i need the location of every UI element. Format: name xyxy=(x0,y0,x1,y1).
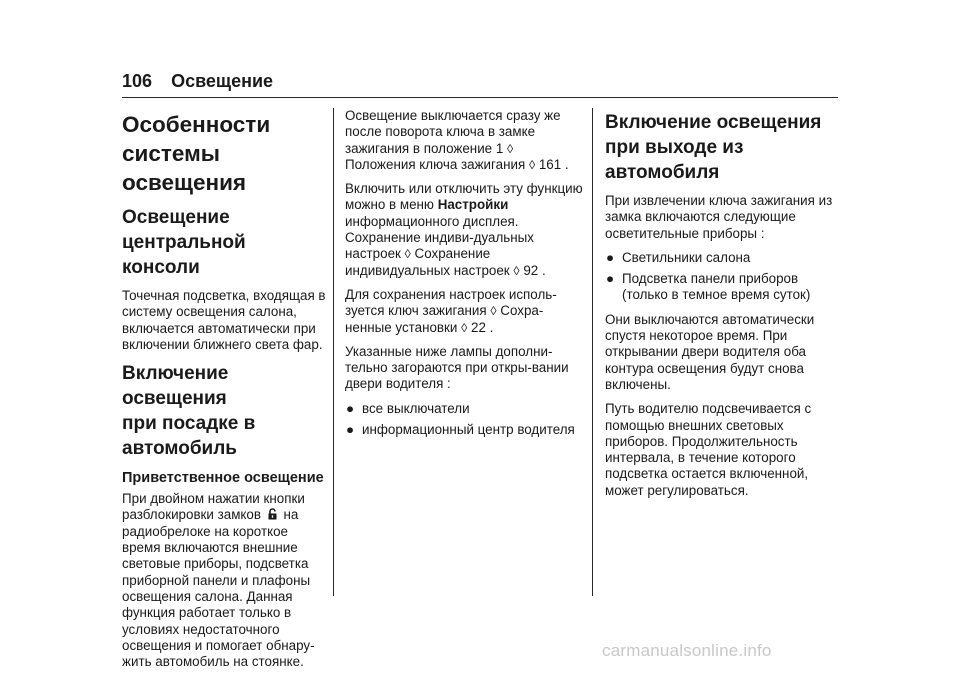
reference-arrow: ◊ xyxy=(461,320,468,335)
section-title: Освещение xyxy=(171,71,274,91)
bullet-list xyxy=(345,401,585,439)
paragraph: Путь водителю подсвечивается с помощью внешних световых приборов. Продолжительность интервала, в течение которого подсветка остается включенной, может регулироваться. xyxy=(605,401,812,498)
menu-name: Настройки xyxy=(437,197,509,213)
paragraph: Они выключаются автоматически спустя некоторое время. При открывании двери водителя оба контура освещения будут снова включены. xyxy=(605,311,815,392)
header-rule xyxy=(122,97,838,98)
list-item: ● все выключатели xyxy=(346,400,470,416)
page-header xyxy=(122,66,838,96)
bullet: ● xyxy=(346,422,355,438)
paragraph: При извлечении ключа зажигания из замка включаются следующие осветительные приборы : xyxy=(605,193,833,241)
bullet-list xyxy=(605,250,840,304)
column-divider xyxy=(592,108,593,596)
reference-arrow: ◊ xyxy=(404,247,411,262)
paragraph: Включить или отключить эту функцию можно в меню Настройки информационного дисплея. Сохранение индиви-дуальных настроек ◊ Сохранение индивидуальных настроек ◊ 92 . xyxy=(345,181,583,278)
list-item: ● Светильники салона xyxy=(606,249,751,265)
column-3 xyxy=(605,108,840,507)
paragraph: Точечная подсветка, входящая в систему освещения салона, включается автоматически при включении ближнего света фар. xyxy=(122,288,326,352)
page-reference: 161 xyxy=(538,156,562,172)
watermark: carmanualsonline.info xyxy=(602,641,772,660)
bullet: ● xyxy=(606,249,615,265)
paragraph: Освещение выключается сразу же после поворота ключа в замке зажигания в положение 1 ◊ Положения ключа зажигания ◊ 161 . xyxy=(345,108,569,172)
reference-arrow: ◊ xyxy=(528,157,536,172)
list-item: ● информационный центр водителя xyxy=(346,422,575,438)
reference-arrow: ◊ xyxy=(513,263,520,278)
heading-console-lighting: Освещение центральной консоли xyxy=(122,207,246,278)
column-divider xyxy=(333,108,334,596)
bullet: ● xyxy=(606,271,615,287)
heading-entry-lighting: Включение освещения при посадке в автомобиль xyxy=(122,363,256,460)
page-number: 106 xyxy=(122,71,153,91)
unlock-key-icon xyxy=(267,508,278,520)
column-1 xyxy=(122,108,327,678)
paragraph-welcome: При двойном нажатии кнопки разблокировки замков на радиобрелоке на короткое время включаются внешние световые приборы, подсветка приборной панели и плафоны освещения салона. Данная функция работает только в условиях недостаточного освещения и помогает обнару-жить автомобиль на стоянке. xyxy=(122,491,315,670)
paragraph: Указанные ниже лампы дополни-тельно загораются при откры-вании двери водителя : xyxy=(345,343,569,392)
paragraph: Для сохранения настроек исполь-зуется ключ зажигания ◊ Сохра-ненные установки ◊ 22 . xyxy=(345,286,557,335)
heading-exit-lighting: Включение освещения при выходе из автомобиля xyxy=(605,112,822,183)
reference-arrow: ◊ xyxy=(507,141,514,156)
reference-arrow: ◊ xyxy=(490,304,497,319)
page-reference: 92 xyxy=(523,262,539,278)
page-reference: 22 xyxy=(471,319,486,335)
bullet: ● xyxy=(346,400,355,416)
list-item: ● Подсветка панели приборов (только в темное время суток) xyxy=(606,271,811,303)
heading-welcome-lighting: Приветственное освещение xyxy=(122,470,324,487)
main-heading: Особенности системы освещения xyxy=(122,112,271,195)
column-2 xyxy=(345,108,585,446)
